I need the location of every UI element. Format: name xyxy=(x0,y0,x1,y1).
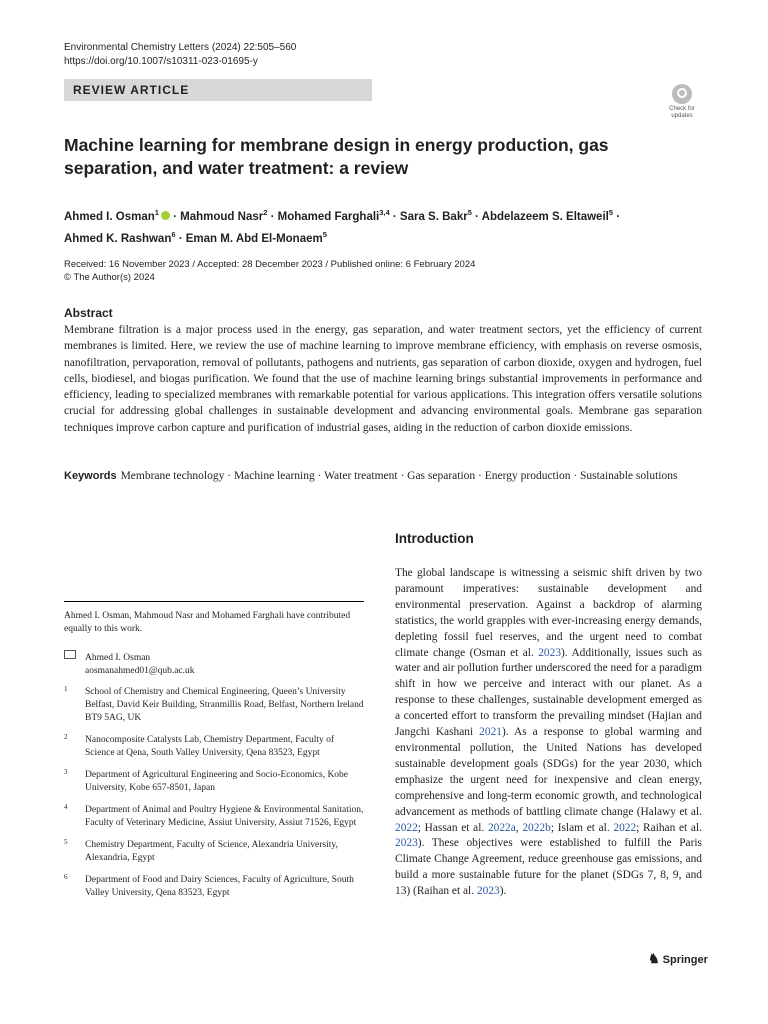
doi-link[interactable]: https://doi.org/10.1007/s10311-023-01695-y xyxy=(64,56,258,67)
citation-link[interactable]: 2022a xyxy=(487,821,516,834)
author-affiliation-ref: 6 xyxy=(171,229,176,239)
publisher-logo xyxy=(648,952,708,967)
publisher-name: Springer xyxy=(662,954,708,966)
affiliation-item xyxy=(64,874,364,900)
corresponding-email[interactable]: aosmanahmed01@qub.ac.uk xyxy=(85,666,195,676)
affiliation-text: School of Chemistry and Chemical Engineering, Queen’s University Belfast, David Keir Building, Stranmillis Road, Belfast, Northern Ireland BT9 5AG, UK xyxy=(85,687,364,723)
author-name[interactable]: Ahmed I. Osman xyxy=(64,210,155,223)
author-list: Ahmed I. Osman$^1$ · Mahmoud Nasr$^2$ · Mohamed Farghali$^{3,4}$ · Sara S. Bakr$^5$ · Abdelazeem S. Eltaweil$^5$ · Ahmed K. Rashwan$^6$ · Eman M. Abd El-Monaem$^5$ xyxy=(64,208,621,245)
check-badge-line1: Check for xyxy=(669,106,695,112)
contribution-note: Ahmed I. Osman, Mahmoud Nasr and Mohamed Farghali have contributed equally to this work. xyxy=(64,611,351,634)
citation-link[interactable]: 2022b xyxy=(522,821,551,834)
article-title: Machine learning for membrane design in energy production, gas separation, and water treatment: a review xyxy=(64,135,609,178)
author-name[interactable]: Mahmoud Nasr xyxy=(180,210,264,223)
affiliation-number: 1 xyxy=(64,685,68,693)
publication-history: Received: 16 November 2023 / Accepted: 28 December 2023 / Published online: 6 February 2024 xyxy=(64,259,476,270)
author-affiliation-ref: 5 xyxy=(608,208,614,217)
affiliation-item xyxy=(64,734,364,760)
keywords-label: Keywords xyxy=(64,470,117,482)
affiliation-text: Department of Agricultural Engineering and Socio-Economics, Kobe University, Kobe 657-8501, Japan xyxy=(85,770,349,793)
citation-link[interactable]: 2021 xyxy=(479,726,502,739)
springer-horse-icon: ♞ xyxy=(648,951,660,966)
author-affiliation-ref: 2 xyxy=(263,208,268,217)
author-affiliation-ref: 3,4 xyxy=(379,208,390,217)
affiliation-item xyxy=(64,804,364,830)
introduction-heading: Introduction xyxy=(395,531,474,546)
check-for-updates-badge[interactable] xyxy=(663,84,701,124)
corresponding-author xyxy=(64,650,364,678)
envelope-icon xyxy=(64,650,76,659)
keywords xyxy=(64,468,702,484)
citation-link[interactable]: 2022 xyxy=(395,821,418,834)
affiliations xyxy=(64,686,364,909)
author-name[interactable]: Eman M. Abd El-Monaem xyxy=(185,232,323,245)
affiliation-text: Nanocomposite Catalysts Lab, Chemistry Department, Faculty of Science at Qena, South Valley University, Qena 83523, Egypt xyxy=(85,735,335,758)
citation-link[interactable]: 2023 xyxy=(538,646,562,659)
abstract-heading: Abstract xyxy=(64,306,113,320)
author-affiliation-ref: 1 xyxy=(154,208,159,217)
affiliation-item xyxy=(64,686,364,725)
affiliation-number: 4 xyxy=(64,803,68,811)
affiliation-text: Department of Animal and Poultry Hygiene & Environmental Sanitation, Faculty of Veterinary Medicine, Assiut University, Assiut 71526, Egypt xyxy=(85,805,364,828)
affiliation-number: 2 xyxy=(64,733,68,741)
citation-link[interactable]: 2023 xyxy=(476,885,500,898)
introduction-text: The global landscape is witnessing a seismic shift driven by two paramount imperatives: sustainable development and environmental preservation. Against a backdrop of alarming statistics, the world grapples with ever-increasing energy demands, depleting fossil fuel reserves, and the urgent need to combat climate change (Osman et al. 2023). Additionally, issues such as water and air pollution further underscored the need for a paradigm shift in how we perceive and interact with our planet. As a response to these challenges, sustainable development emerged as a concerted effort to transform the prevailing mindset (Hajian and Jangchi Kashani 2021). As a response to global warming and environmental pollution, the United Nations has developed sustainable development goals (SDGs) for the year 2030, which emphasize the urgent need for inexpensive and clean energy, comprehensive and long-term economic growth, and technological advancement as methods of battling climate change (Halawy et al. 2022; Hassan et al. 2022a, 2022b; Islam et al. 2022; Raihan et al. 2023). These objectives were established to fulfill the Paris Climate Change Agreement, reduce greenhouse gas emissions, and build a more sustainable future for the planet (SDGs 7, 8, 9, and 13) (Raihan et al. 2023). xyxy=(395,567,702,898)
affiliation-text: Chemistry Department, Faculty of Science, Alexandria University, Alexandria, Egypt xyxy=(85,840,338,863)
author-name[interactable]: Abdelazeem S. Eltaweil xyxy=(481,210,609,223)
check-badge-line2: updates xyxy=(671,113,693,119)
keywords-text: Membrane technology · Machine learning · Water treatment · Gas separation · Energy production · Sustainable solutions xyxy=(120,470,678,482)
citation-link[interactable]: 2022 xyxy=(613,821,637,834)
affiliation-item xyxy=(64,839,364,865)
copyright-line: © The Author(s) 2024 xyxy=(64,272,155,283)
article-dates xyxy=(64,258,475,284)
citation-link[interactable]: 2023 xyxy=(395,837,418,850)
footnote-divider xyxy=(64,601,364,602)
orcid-icon[interactable] xyxy=(161,211,170,220)
corresponding-name: Ahmed I. Osman xyxy=(85,653,151,663)
abstract-text: Membrane filtration is a major process used in the energy, gas separation, and water treatment sectors, yet the efficiency of current membranes is limited. Here, we review the use of machine learning to improve membrane efficiency, with emphasis on reverse osmosis, nanofiltration, pervaporation, removal of pollutants, pathogens and nutrients, gas separation of carbon dioxide, oxygen and hydrogen, fuel cells, biodiesel, and biogas purification. We found that the use of machine learning brings substantial improvements in performance and efficiency, leading to specialized membranes with remarkable potential for various applications. This integration offers versatile solutions crucial for addressing global challenges in sustainable development and advancing environmental goals. Membrane gas separation techniques improve carbon capture and purification of industrial gases, aiding in the reduction of carbon dioxide emissions. xyxy=(64,324,702,434)
author-name[interactable]: Mohamed Farghali xyxy=(277,210,380,223)
affiliation-number: 6 xyxy=(64,873,68,881)
author-name[interactable]: Ahmed K. Rashwan xyxy=(64,232,172,245)
journal-header xyxy=(64,41,296,69)
author-affiliation-ref: 5 xyxy=(467,208,472,217)
affiliation-item xyxy=(64,769,364,795)
author-affiliation-ref: 5 xyxy=(322,229,327,239)
journal-citation: Environmental Chemistry Letters (2024) 22:505–560 xyxy=(64,42,297,53)
affiliation-text: Department of Food and Dairy Sciences, Faculty of Agriculture, South Valley University, Qena 83523, Egypt xyxy=(85,875,354,898)
check-updates-icon xyxy=(672,84,692,104)
author-name[interactable]: Sara S. Bakr xyxy=(399,210,468,223)
article-type-band: REVIEW ARTICLE xyxy=(64,79,372,101)
affiliation-number: 5 xyxy=(64,838,68,846)
affiliation-number: 3 xyxy=(64,768,68,776)
